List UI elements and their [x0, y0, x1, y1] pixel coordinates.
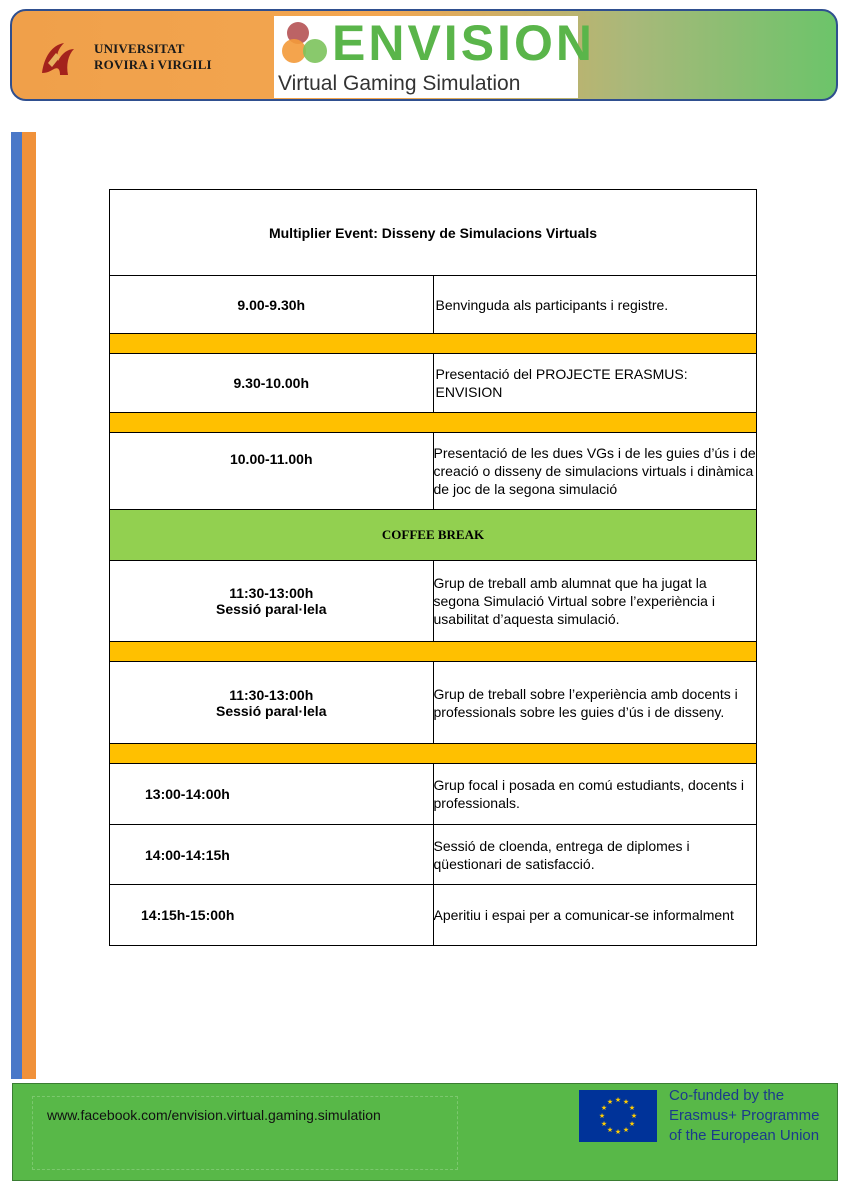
session-time: [110, 662, 434, 744]
eu-line-1: Co-funded by the: [669, 1087, 785, 1104]
svg-text:★: ★: [628, 1104, 636, 1112]
session-time: 9.30-10.00h: [110, 354, 434, 413]
eu-line-2: Erasmus+ Programme: [669, 1107, 820, 1124]
table-row: [110, 561, 757, 642]
session-description: Presentació de les dues VGs i de les guies d’ús i de creació o disseny de simulacions virtuals i dinàmica de joc de la segona simulació: [433, 433, 757, 510]
session-description: Grup de treball sobre l’experiència amb docents i professionals sobre les guies d’ús i de disseny.: [433, 662, 757, 744]
svg-text:★: ★: [622, 1126, 630, 1134]
table-row: [110, 662, 757, 744]
page-footer: [12, 1083, 838, 1181]
spacer-row: [110, 334, 757, 354]
svg-text:★: ★: [598, 1112, 606, 1120]
svg-text:★: ★: [622, 1098, 630, 1106]
session-time: 9.00-9.30h: [110, 276, 434, 334]
coffee-break-row: [110, 510, 757, 561]
facebook-box: [32, 1096, 458, 1170]
brand-title: ENVISION: [332, 15, 595, 71]
svg-text:★: ★: [614, 1128, 622, 1136]
svg-text:★: ★: [600, 1104, 608, 1112]
session-time: 13:00-14:00h: [110, 764, 434, 825]
session-description: Sessió de cloenda, entrega de diplomes i qüestionari de satisfacció.: [433, 825, 757, 885]
table-row: [110, 354, 757, 413]
envision-circles-icon: [280, 20, 332, 68]
eu-flag-icon: [579, 1090, 657, 1142]
svg-text:★: ★: [614, 1096, 622, 1104]
eu-line-3: of the European Union: [669, 1127, 820, 1144]
session-time: [110, 561, 434, 642]
svg-text:★: ★: [606, 1098, 614, 1106]
table-row: [110, 825, 757, 885]
session-time-range: 11:30-13:00h: [229, 585, 314, 601]
urv-logo-icon: [38, 39, 78, 79]
session-time: 14:15h-15:00h: [110, 885, 434, 946]
svg-text:★: ★: [630, 1112, 638, 1120]
session-time: 10.00-11.00h: [110, 433, 434, 510]
svg-text:★: ★: [628, 1120, 636, 1128]
session-time-range: 11:30-13:00h: [229, 686, 314, 703]
session-description: Benvinguda als participants i registre.: [433, 276, 757, 334]
university-line-1: UNIVERSITAT: [94, 41, 185, 56]
brand-subtitle: Virtual Gaming Simulation: [278, 72, 521, 95]
table-row: [110, 885, 757, 946]
facebook-link[interactable]: www.facebook.com/envision.virtual.gaming.simulation: [47, 1107, 381, 1123]
table-row: [110, 764, 757, 825]
table-row: [110, 276, 757, 334]
coffee-break-label: COFFEE BREAK: [110, 510, 757, 561]
spacer-row: [110, 413, 757, 433]
table-row: [110, 433, 757, 510]
svg-text:★: ★: [600, 1120, 608, 1128]
page-header: [10, 9, 838, 101]
session-description: Grup focal i posada en comú estudiants, docents i professionals.: [433, 764, 757, 825]
agenda-table: [109, 189, 757, 946]
session-description: Presentació del PROJECTE ERASMUS: ENVISION: [433, 354, 757, 413]
university-line-2: ROVIRA i VIRGILI: [94, 57, 212, 72]
spacer-row: [110, 642, 757, 662]
side-bar-blue: [11, 132, 22, 1079]
eu-cofunding-text: [669, 1086, 819, 1146]
session-description: Grup de treball amb alumnat que ha jugat la segona Simulació Virtual sobre l’experiència i usabilitat d’aquesta simulació.: [433, 561, 757, 642]
envision-logo: [274, 15, 595, 98]
spacer-row: [110, 744, 757, 764]
side-bar-orange: [22, 132, 36, 1079]
session-type: Sessió paral·lela: [215, 601, 327, 617]
agenda-title: Multiplier Event: Disseny de Simulacions Virtuals: [110, 190, 757, 276]
session-time: 14:00-14:15h: [110, 825, 434, 885]
session-type: Sessió paral·lela: [215, 702, 327, 719]
university-name: [94, 41, 212, 73]
session-description: Aperitiu i espai per a comunicar-se informalment: [433, 885, 757, 946]
svg-text:★: ★: [606, 1126, 614, 1134]
agenda-title-row: [110, 190, 757, 276]
